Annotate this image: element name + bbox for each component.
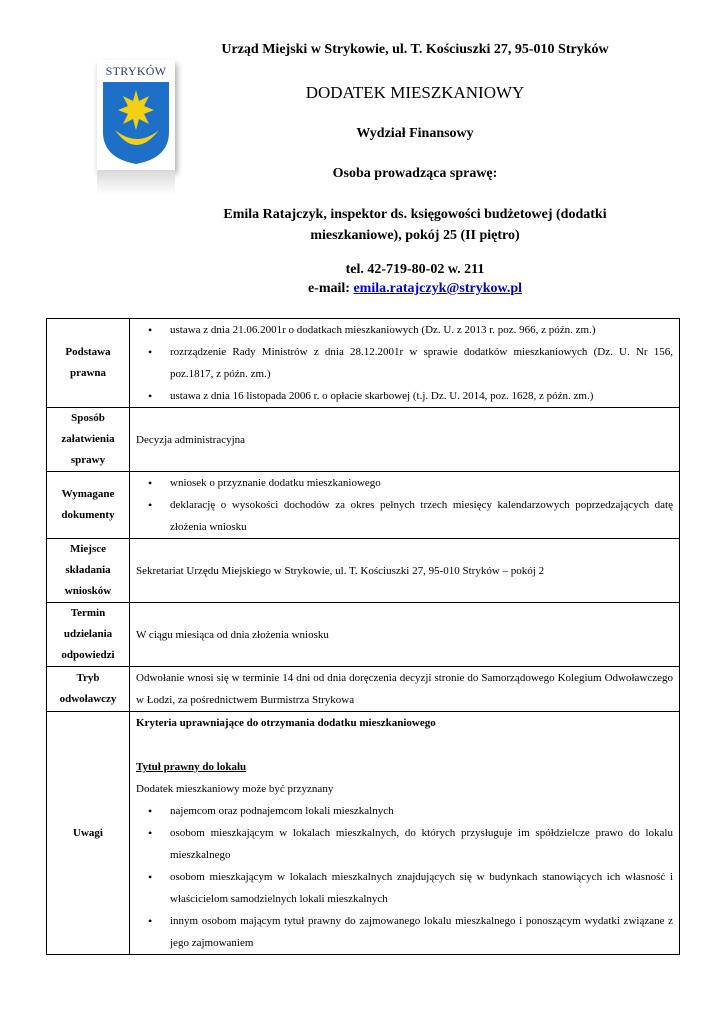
- table-row: [47, 319, 680, 408]
- row-label: Uwagi: [47, 712, 130, 955]
- list-item: • najemcom oraz podnajemcom lokali mieszkalnych: [136, 800, 673, 822]
- list-item: • wniosek o przyznanie dodatku mieszkaniowego: [136, 472, 673, 494]
- notes-heading: Kryteria uprawniające do otrzymania dodatku mieszkaniowego: [136, 717, 436, 729]
- star-crescent-icon: [101, 80, 171, 166]
- table-row: [47, 539, 680, 603]
- row-label: Miejsce składania wniosków: [47, 539, 130, 603]
- row-label: Termin udzielania odpowiedzi: [47, 603, 130, 667]
- row-content: W ciągu miesiąca od dnia złożenia wniosku: [130, 603, 680, 667]
- email-label: e-mail:: [307, 281, 350, 296]
- logo-shadow: [97, 170, 175, 195]
- spacer: [136, 734, 673, 756]
- department: Wydział Finansowy: [356, 126, 474, 141]
- list-item: • ustawa z dnia 21.06.2001r o dodatkach mieszkaniowych (Dz. U. z 2013 r. poz. 966, z późn. zm.): [136, 319, 673, 341]
- phone: tel. 42-719-80-02 w. 211: [345, 262, 485, 277]
- table-row: [47, 667, 680, 712]
- row-content: [130, 319, 680, 408]
- row-label: Sposób załatwienia sprawy: [47, 408, 130, 472]
- table-row: [47, 408, 680, 472]
- row-label: Podstawa prawna: [47, 319, 130, 408]
- list-item: • innym osobom mającym tytuł prawny do zajmowanego lokalu mieszkalnego i ponoszącym wydatki związane z jego zajmowaniem: [136, 910, 673, 954]
- row-label: Wymagane dokumenty: [47, 472, 130, 539]
- row-content: [130, 472, 680, 539]
- row-content: [130, 712, 680, 955]
- table-row: [47, 603, 680, 667]
- list-item: • rozrządzenie Rady Ministrów z dnia 28.12.2001r w sprawie dodatków mieszkaniowych (Dz. U. Nr 156, poz.1817, z późn. zm.): [136, 341, 673, 385]
- list-item: • osobom mieszkającym w lokalach mieszkalnych, do których przysługuje im spółdzielcze prawo do lokalu mieszkalnego: [136, 822, 673, 866]
- email-line: [175, 281, 655, 297]
- person-details: [175, 204, 655, 246]
- list-item: • ustawa z dnia 16 listopada 2006 r. o opłacie skarbowej (t.j. Dz. U. 2014, poz. 1628, z późn. zm.): [136, 385, 673, 407]
- person-line-1: Emila Ratajczyk, inspektor ds. księgowości budżetowej (dodatki: [223, 207, 607, 222]
- row-content: Odwołanie wnosi się w terminie 14 dni od dnia doręczenia decyzji stronie do Samorządowego Kolegium Odwoławczego w Łodzi, za pośrednictwem Burmistrza Strykowa: [130, 667, 680, 712]
- person-label: Osoba prowadząca sprawę:: [332, 166, 498, 181]
- office-address: Urząd Miejski w Strykowie, ul. T. Kościuszki 27, 95-010 Stryków: [221, 42, 609, 57]
- row-content: Decyzja administracyjna: [130, 408, 680, 472]
- notes-intro: Dodatek mieszkaniowy może być przyznany: [136, 783, 334, 795]
- notes-subheading: Tytuł prawny do lokalu: [136, 761, 247, 773]
- info-table: [46, 318, 680, 955]
- row-content: Sekretariat Urzędu Miejskiego w Strykowie, ul. T. Kościuszki 27, 95-010 Stryków – pokój 2: [130, 539, 680, 603]
- logo-title: STRYKÓW: [105, 64, 167, 78]
- table-row: [47, 712, 680, 955]
- email-link[interactable]: emila.ratajczyk@strykow.pl: [353, 281, 523, 296]
- coat-of-arms-logo: [97, 60, 175, 170]
- person-line-2: mieszkaniowe), pokój 25 (II piętro): [310, 228, 520, 243]
- page-title: DODATEK MIESZKANIOWY: [305, 83, 525, 102]
- list-item: • deklarację o wysokości dochodów za okres pełnych trzech miesięcy kalendarzowych poprzedzających datę złożenia wniosku: [136, 494, 673, 538]
- table-row: [47, 472, 680, 539]
- row-label: Tryb odwoławczy: [47, 667, 130, 712]
- list-item: • osobom mieszkającym w lokalach mieszkalnych znajdujących się w budynkach stanowiących ich własność i właścicielom samodzielnych lokali mieszkalnych: [136, 866, 673, 910]
